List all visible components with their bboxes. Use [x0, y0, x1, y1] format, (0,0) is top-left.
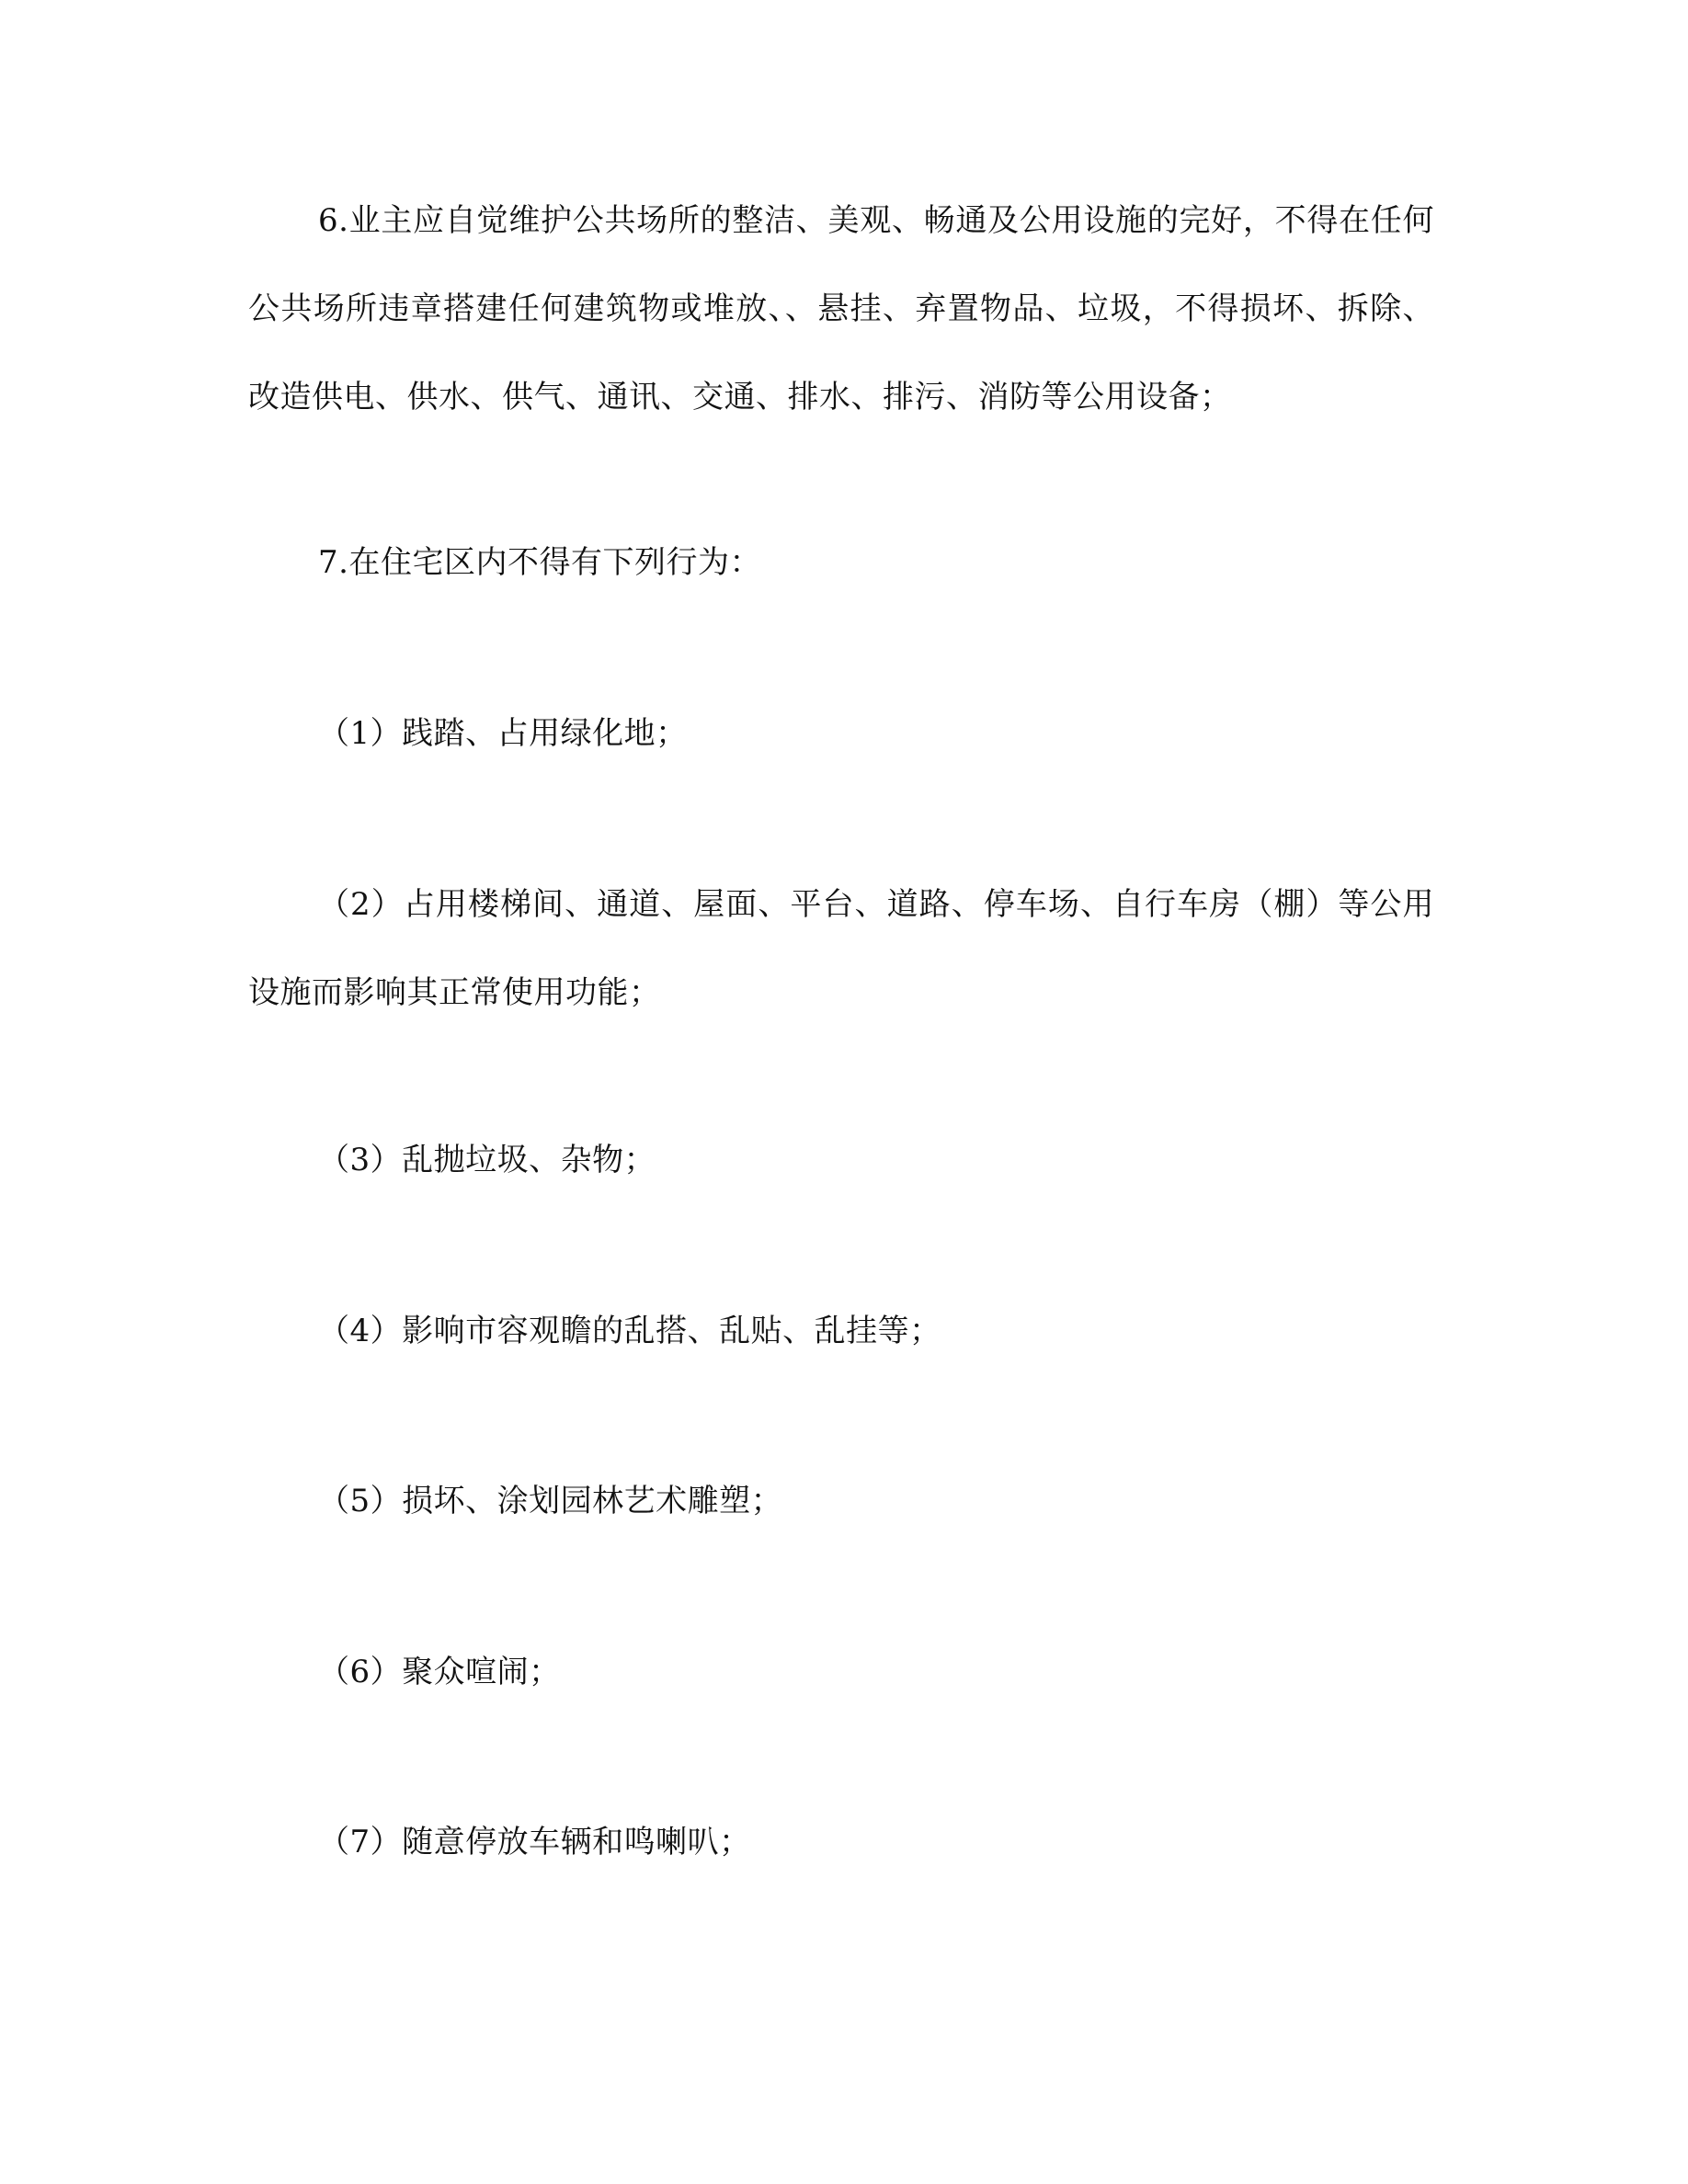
list-item-5: （5）损坏、涂划园林艺术雕塑；	[318, 1483, 783, 1519]
list-item-1: （1）践踏、占用绿化地；	[318, 715, 688, 752]
paragraph-7: 7.在住宅区内不得有下列行为：	[318, 544, 761, 581]
list-item-3: （3）乱抛垃圾、杂物；	[318, 1142, 656, 1178]
list-item-7: （7）随意停放车辆和鸣喇叭；	[318, 1824, 751, 1860]
list-item-2: （2）占用楼梯间、通道、屋面、平台、道路、停车场、自行车房（棚）等公用设施而影响其正常使用功能；	[248, 886, 1434, 1011]
paragraph-6: 6.业主应自觉维护公共场所的整洁、美观、畅通及公用设施的完好，不得在任何公共场所违章搭建任何建筑物或堆放、、悬挂、弃置物品、垃圾，不得损坏、拆除、改造供电、供水、供气、通讯、交通、排水、排污、消防等公用设备；	[248, 202, 1434, 415]
list-item-4: （4）影响市容观瞻的乱搭、乱贴、乱挂等；	[318, 1313, 941, 1349]
list-item-6: （6）聚众喧闹；	[318, 1654, 561, 1690]
